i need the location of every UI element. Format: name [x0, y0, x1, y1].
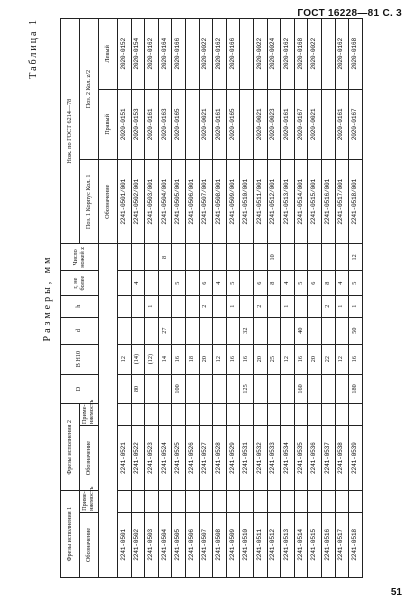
col-oboz: Обозначение: [99, 160, 118, 244]
cell-z: [185, 244, 199, 271]
col-h: h: [61, 295, 99, 317]
cell-body: 2241-0504/001: [158, 160, 172, 244]
cell-right: 2020-0161: [213, 89, 227, 160]
cell-h: 1: [226, 295, 240, 317]
cell-body: 2241-0507/001: [199, 160, 213, 244]
cell-f1: 2241-0503: [145, 512, 159, 577]
cell-h: 1: [281, 295, 295, 317]
cell-d: [321, 317, 335, 344]
cell-left: 2020-0022: [308, 19, 322, 90]
cell-z: [199, 244, 213, 271]
cell-D: [118, 374, 132, 404]
cell-left: 2020-0168: [294, 19, 308, 90]
cell-empty: [308, 491, 322, 513]
cell-body: 2241-0508/001: [213, 160, 227, 244]
cell-f1: 2241-0513: [281, 512, 295, 577]
cell-z: [253, 244, 267, 271]
cell-left: 2020-0022: [199, 19, 213, 90]
table-row: [213, 19, 227, 578]
cell-empty: [185, 404, 199, 426]
cell-f2: 2241-0535: [294, 426, 308, 491]
cell-B: 16: [172, 344, 186, 374]
cell-body: 2241-0514/001: [294, 160, 308, 244]
cell-empty: [335, 404, 349, 426]
table-row: [131, 19, 145, 578]
cell-z: [240, 244, 254, 271]
cell-z: [172, 244, 186, 271]
cell-d: [335, 317, 349, 344]
cell-f2: 2241-0531: [240, 426, 254, 491]
cell-f2: 2241-0525: [172, 426, 186, 491]
table-row: [158, 19, 172, 578]
cell-d: [145, 317, 159, 344]
cell-f1: 2241-0506: [185, 512, 199, 577]
cell-d: 32: [240, 317, 254, 344]
cell-D: [185, 374, 199, 404]
cell-z: [213, 244, 227, 271]
cell-f1: 2241-0514: [294, 512, 308, 577]
cell-h: 1: [349, 295, 363, 317]
cell-right: [321, 89, 335, 160]
table-row: [253, 19, 267, 578]
col-r: r, не более: [61, 271, 99, 295]
cell-B: 12: [281, 344, 295, 374]
cell-left: 2020-0162: [281, 19, 295, 90]
cell-left: 2020-0168: [349, 19, 363, 90]
cell-f1: 2241-0512: [267, 512, 281, 577]
cell-h: [131, 295, 145, 317]
cell-f1: 2241-0502: [131, 512, 145, 577]
cell-f2: 2241-0537: [321, 426, 335, 491]
cell-D: [158, 374, 172, 404]
cell-r: [118, 271, 132, 295]
dimensions-table: [60, 18, 363, 578]
cell-f1: 2241-0509: [226, 512, 240, 577]
cell-empty: [281, 491, 295, 513]
cell-r: 4: [335, 271, 349, 295]
cell-B: 12: [118, 344, 132, 374]
cell-r: 5: [226, 271, 240, 295]
cell-empty: [172, 491, 186, 513]
cell-B: 16: [240, 344, 254, 374]
table-row: [226, 19, 240, 578]
col-f1-prim: Приме-няемость: [80, 491, 99, 513]
col-group-knife: Нож. по ГОСТ 6214—78: [61, 19, 80, 244]
cell-f1: 2241-0501: [118, 512, 132, 577]
cell-f2: 2241-0526: [185, 426, 199, 491]
col-B: B H10: [61, 344, 99, 374]
cell-f1: 2241-0504: [158, 512, 172, 577]
cell-empty: [294, 491, 308, 513]
table-row: [240, 19, 254, 578]
cell-B: 18: [185, 344, 199, 374]
col-f1-oboz: Обозначение: [80, 512, 99, 577]
cell-B: 12: [213, 344, 227, 374]
cell-f2: 2241-0533: [267, 426, 281, 491]
cell-left: 2020-0162: [145, 19, 159, 90]
table-row: [294, 19, 308, 578]
cell-empty: [349, 404, 363, 426]
table-caption: Таблица 1: [28, 18, 39, 79]
cell-body: 2241-0512/001: [267, 160, 281, 244]
cell-body: 2241-0503/001: [145, 160, 159, 244]
cell-empty: [199, 491, 213, 513]
cell-f1: 2241-0511: [253, 512, 267, 577]
cell-f2: 2241-0528: [213, 426, 227, 491]
cell-h: [118, 295, 132, 317]
cell-h: [213, 295, 227, 317]
cell-r: [240, 271, 254, 295]
cell-body: 2241-0516/001: [321, 160, 335, 244]
cell-right: 2020-0021: [199, 89, 213, 160]
cell-d: 50: [349, 317, 363, 344]
cell-f1: 2241-0518: [349, 512, 363, 577]
cell-empty: [321, 491, 335, 513]
cell-D: [267, 374, 281, 404]
cell-h: [240, 295, 254, 317]
cell-empty: [213, 404, 227, 426]
col-pos2: Поз. 2 Кол. z/2: [80, 19, 99, 160]
cell-h: 1: [335, 295, 349, 317]
cell-z: 12: [349, 244, 363, 271]
cell-f1: 2241-0508: [213, 512, 227, 577]
cell-right: 2020-0161: [281, 89, 295, 160]
cell-B: 16: [294, 344, 308, 374]
cell-empty: [308, 404, 322, 426]
cell-d: [118, 317, 132, 344]
cell-D: 160: [294, 374, 308, 404]
cell-left: 2020-0162: [213, 19, 227, 90]
cell-empty: [240, 404, 254, 426]
cell-empty: [199, 404, 213, 426]
cell-r: [158, 271, 172, 295]
cell-h: 2: [253, 295, 267, 317]
cell-z: [118, 244, 132, 271]
cell-f2: 2241-0527: [199, 426, 213, 491]
cell-f1: 2241-0515: [308, 512, 322, 577]
cell-d: [172, 317, 186, 344]
table-row: [172, 19, 186, 578]
cell-empty: [267, 404, 281, 426]
cell-h: [308, 295, 322, 317]
col-group-variant2: Фрезы исполнения 2: [61, 404, 80, 491]
cell-f1: 2241-0516: [321, 512, 335, 577]
cell-D: [321, 374, 335, 404]
cell-B: 16: [349, 344, 363, 374]
cell-D: [213, 374, 227, 404]
cell-d: [199, 317, 213, 344]
cell-empty: [172, 404, 186, 426]
cell-left: [321, 19, 335, 90]
cell-r: 4: [131, 271, 145, 295]
cell-h: 1: [145, 295, 159, 317]
col-pos1: Поз. 1 Корпус Кол. 1: [80, 160, 99, 244]
cell-empty: [118, 404, 132, 426]
table-row: [335, 19, 349, 578]
cell-empty: [226, 491, 240, 513]
cell-r: 6: [199, 271, 213, 295]
cell-D: [253, 374, 267, 404]
cell-d: [267, 317, 281, 344]
cell-z: 8: [158, 244, 172, 271]
cell-B: 20: [199, 344, 213, 374]
cell-z: 10: [267, 244, 281, 271]
cell-right: 2020-0161: [145, 89, 159, 160]
cell-empty: [118, 491, 132, 513]
cell-z: [308, 244, 322, 271]
cell-right: 2020-0163: [158, 89, 172, 160]
cell-left: 2020-0022: [253, 19, 267, 90]
cell-D: 100: [172, 374, 186, 404]
cell-f1: 2241-0507: [199, 512, 213, 577]
cell-d: 27: [158, 317, 172, 344]
cell-d: 40: [294, 317, 308, 344]
table-subtitle: Размеры, мм: [42, 254, 53, 342]
cell-empty: [240, 491, 254, 513]
col-f2-oboz: Обозначение: [80, 426, 99, 491]
cell-r: [145, 271, 159, 295]
cell-h: [158, 295, 172, 317]
page-header: ГОСТ 16228—81 С. 3: [297, 8, 402, 19]
cell-empty: [294, 404, 308, 426]
cell-B: 14: [158, 344, 172, 374]
cell-left: 2020-0162: [335, 19, 349, 90]
cell-d: [213, 317, 227, 344]
table-row: [308, 19, 322, 578]
cell-D: 80: [131, 374, 145, 404]
col-D: D: [61, 374, 99, 404]
cell-f2: 2241-0529: [226, 426, 240, 491]
cell-r: [185, 271, 199, 295]
rotated-table-area: [28, 18, 398, 578]
cell-body: 2241-0509/001: [226, 160, 240, 244]
table-body: [118, 19, 363, 578]
cell-right: 2020-0165: [226, 89, 240, 160]
cell-D: 125: [240, 374, 254, 404]
cell-h: [267, 295, 281, 317]
cell-empty: [349, 491, 363, 513]
cell-body: 2241-0510/001: [240, 160, 254, 244]
cell-f1: 2241-0505: [172, 512, 186, 577]
header-filler: [99, 244, 118, 578]
table-row: [281, 19, 295, 578]
cell-f2: 2241-0538: [335, 426, 349, 491]
cell-right: 2020-0021: [308, 89, 322, 160]
cell-r: 4: [213, 271, 227, 295]
cell-empty: [145, 404, 159, 426]
cell-right: 2020-0151: [118, 89, 132, 160]
cell-empty: [335, 491, 349, 513]
cell-right: 2020-0167: [349, 89, 363, 160]
table-row: [145, 19, 159, 578]
cell-B: 20: [253, 344, 267, 374]
cell-body: 2241-0513/001: [281, 160, 295, 244]
table-row: [199, 19, 213, 578]
cell-r: 6: [253, 271, 267, 295]
cell-B: 16: [226, 344, 240, 374]
cell-D: [281, 374, 295, 404]
cell-body: 2241-0518/001: [349, 160, 363, 244]
cell-r: 6: [308, 271, 322, 295]
cell-body: 2241-0517/001: [335, 160, 349, 244]
cell-d: [308, 317, 322, 344]
cell-h: [294, 295, 308, 317]
cell-right: [185, 89, 199, 160]
cell-f2: 2241-0523: [145, 426, 159, 491]
cell-r: 8: [267, 271, 281, 295]
cell-D: [145, 374, 159, 404]
cell-h: [172, 295, 186, 317]
cell-r: 5: [294, 271, 308, 295]
cell-f1: 2241-0517: [335, 512, 349, 577]
cell-right: 2020-0023: [267, 89, 281, 160]
cell-left: [240, 19, 254, 90]
table-row: [321, 19, 335, 578]
col-right: Правый: [99, 89, 118, 160]
cell-r: 4: [281, 271, 295, 295]
cell-right: 2020-0021: [253, 89, 267, 160]
table-row: [349, 19, 363, 578]
cell-B: (14): [131, 344, 145, 374]
cell-f2: 2241-0536: [308, 426, 322, 491]
cell-h: 2: [199, 295, 213, 317]
page-number: 51: [390, 587, 402, 598]
cell-empty: [158, 404, 172, 426]
cell-empty: [131, 491, 145, 513]
cell-left: 2020-0152: [118, 19, 132, 90]
cell-d: [281, 317, 295, 344]
cell-f1: 2241-0510: [240, 512, 254, 577]
cell-r: 5: [349, 271, 363, 295]
cell-d: [131, 317, 145, 344]
cell-empty: [321, 404, 335, 426]
table-row: [185, 19, 199, 578]
cell-empty: [158, 491, 172, 513]
cell-empty: [267, 491, 281, 513]
cell-z: [321, 244, 335, 271]
cell-B: 20: [308, 344, 322, 374]
cell-D: 180: [349, 374, 363, 404]
col-group-variant1: Фрезы исполнения 1: [61, 491, 80, 578]
cell-f2: 2241-0521: [118, 426, 132, 491]
cell-left: 2020-0164: [158, 19, 172, 90]
cell-body: 2241-0506/001: [185, 160, 199, 244]
cell-empty: [281, 404, 295, 426]
cell-left: 2020-0024: [267, 19, 281, 90]
cell-z: [335, 244, 349, 271]
cell-z: [281, 244, 295, 271]
cell-left: 2020-0166: [172, 19, 186, 90]
cell-empty: [226, 404, 240, 426]
cell-left: 2020-0154: [131, 19, 145, 90]
cell-B: (12): [145, 344, 159, 374]
cell-f2: 2241-0524: [158, 426, 172, 491]
cell-D: [226, 374, 240, 404]
cell-z: [294, 244, 308, 271]
cell-d: [226, 317, 240, 344]
cell-body: 2241-0511/001: [253, 160, 267, 244]
col-f2-prim: Приме-няемость: [80, 404, 99, 426]
cell-f2: 2241-0534: [281, 426, 295, 491]
cell-D: [308, 374, 322, 404]
cell-left: [185, 19, 199, 90]
cell-r: 8: [321, 271, 335, 295]
cell-body: 2241-0501/001: [118, 160, 132, 244]
cell-D: [335, 374, 349, 404]
cell-empty: [253, 404, 267, 426]
cell-body: 2241-0505/001: [172, 160, 186, 244]
cell-z: [131, 244, 145, 271]
cell-B: 25: [267, 344, 281, 374]
cell-B: 22: [321, 344, 335, 374]
cell-right: 2020-0161: [335, 89, 349, 160]
cell-right: 2020-0165: [172, 89, 186, 160]
cell-empty: [185, 491, 199, 513]
col-z: Число ножей z: [61, 244, 99, 271]
cell-z: [145, 244, 159, 271]
cell-r: 5: [172, 271, 186, 295]
cell-d: [253, 317, 267, 344]
cell-f2: 2241-0522: [131, 426, 145, 491]
cell-empty: [253, 491, 267, 513]
cell-right: 2020-0153: [131, 89, 145, 160]
cell-right: 2020-0167: [294, 89, 308, 160]
cell-h: [185, 295, 199, 317]
cell-body: 2241-0515/001: [308, 160, 322, 244]
table-row: [118, 19, 132, 578]
cell-D: [199, 374, 213, 404]
cell-z: [226, 244, 240, 271]
cell-f2: 2241-0539: [349, 426, 363, 491]
cell-d: [185, 317, 199, 344]
table-row: [267, 19, 281, 578]
cell-empty: [131, 404, 145, 426]
cell-empty: [145, 491, 159, 513]
cell-right: [240, 89, 254, 160]
cell-left: 2020-0166: [226, 19, 240, 90]
cell-f2: 2241-0532: [253, 426, 267, 491]
cell-h: 2: [321, 295, 335, 317]
cell-empty: [213, 491, 227, 513]
cell-B: 12: [335, 344, 349, 374]
col-left: Левый: [99, 19, 118, 90]
col-d: d: [61, 317, 99, 344]
cell-body: 2241-0502/001: [131, 160, 145, 244]
